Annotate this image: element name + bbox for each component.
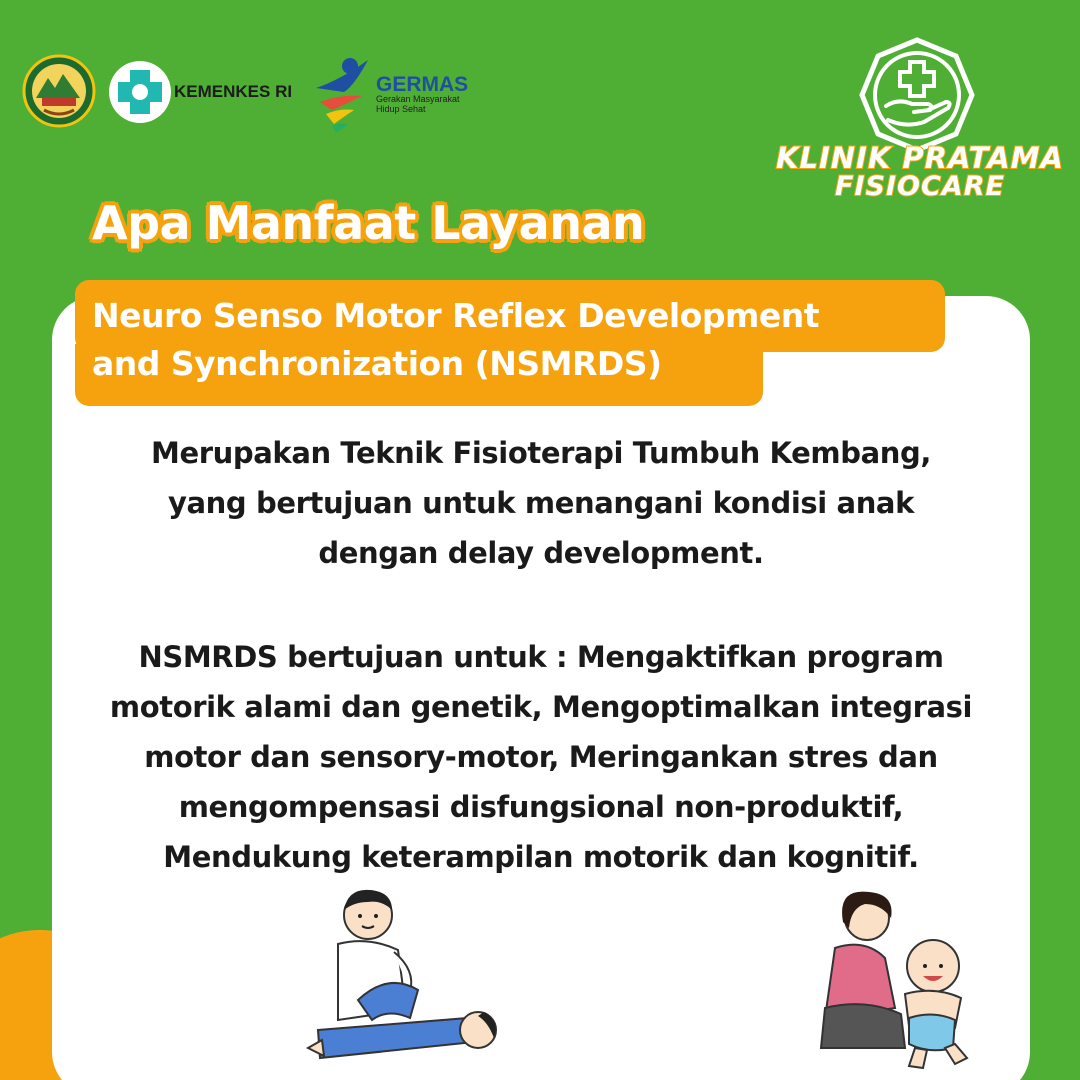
subtitle-line1: Neuro Senso Motor Reflex Development xyxy=(92,296,820,335)
paragraph1-line: Merupakan Teknik Fisioterapi Tumbuh Kembang, xyxy=(151,436,931,470)
mother-baby-illustration xyxy=(805,878,985,1073)
kemenkes-label: KEMENKES RI xyxy=(174,82,293,101)
clinic-name-line1: KLINIK PRATAMA xyxy=(776,141,1064,175)
regional-seal-icon xyxy=(22,54,96,128)
hand-with-cross-icon xyxy=(858,36,976,154)
germas-title: GERMAS xyxy=(376,73,469,96)
paragraph2-line: Mendukung keterampilan motorik dan kognitif. xyxy=(163,840,919,874)
germas-subtitle-2: Hidup Sehat xyxy=(376,103,426,114)
subtitle-line2: and Synchronization (NSMRDS) xyxy=(92,344,662,383)
paragraph2-line: motor dan sensory-motor, Meringankan stres dan xyxy=(144,740,938,774)
headline: Apa Manfaat Layanan xyxy=(92,196,645,250)
paragraph2-line: NSMRDS bertujuan untuk : Mengaktifkan program xyxy=(138,640,944,674)
clinic-name xyxy=(770,141,1070,202)
benefits-paragraph xyxy=(52,632,1030,882)
paragraph1-line: yang bertujuan untuk menangani kondisi anak xyxy=(168,486,914,520)
germas-logo xyxy=(310,52,468,132)
paragraph2-line: mengompensasi disfungsional non-produktif, xyxy=(178,790,904,824)
germas-icon xyxy=(310,52,380,132)
paragraph2-line: motorik alami dan genetik, Mengoptimalkan integrasi xyxy=(109,690,973,724)
clinic-name-line2: FISIOCARE xyxy=(835,171,1005,202)
paragraph1-line: dengan delay development. xyxy=(318,536,764,570)
kemenkes-icon xyxy=(108,60,172,124)
subtitle xyxy=(92,292,952,388)
germas-subtitle-1: Gerakan Masyarakat xyxy=(376,94,460,104)
kemenkes-logo xyxy=(108,60,292,124)
description-paragraph xyxy=(52,428,1030,578)
therapist-patient-illustration xyxy=(298,880,518,1080)
